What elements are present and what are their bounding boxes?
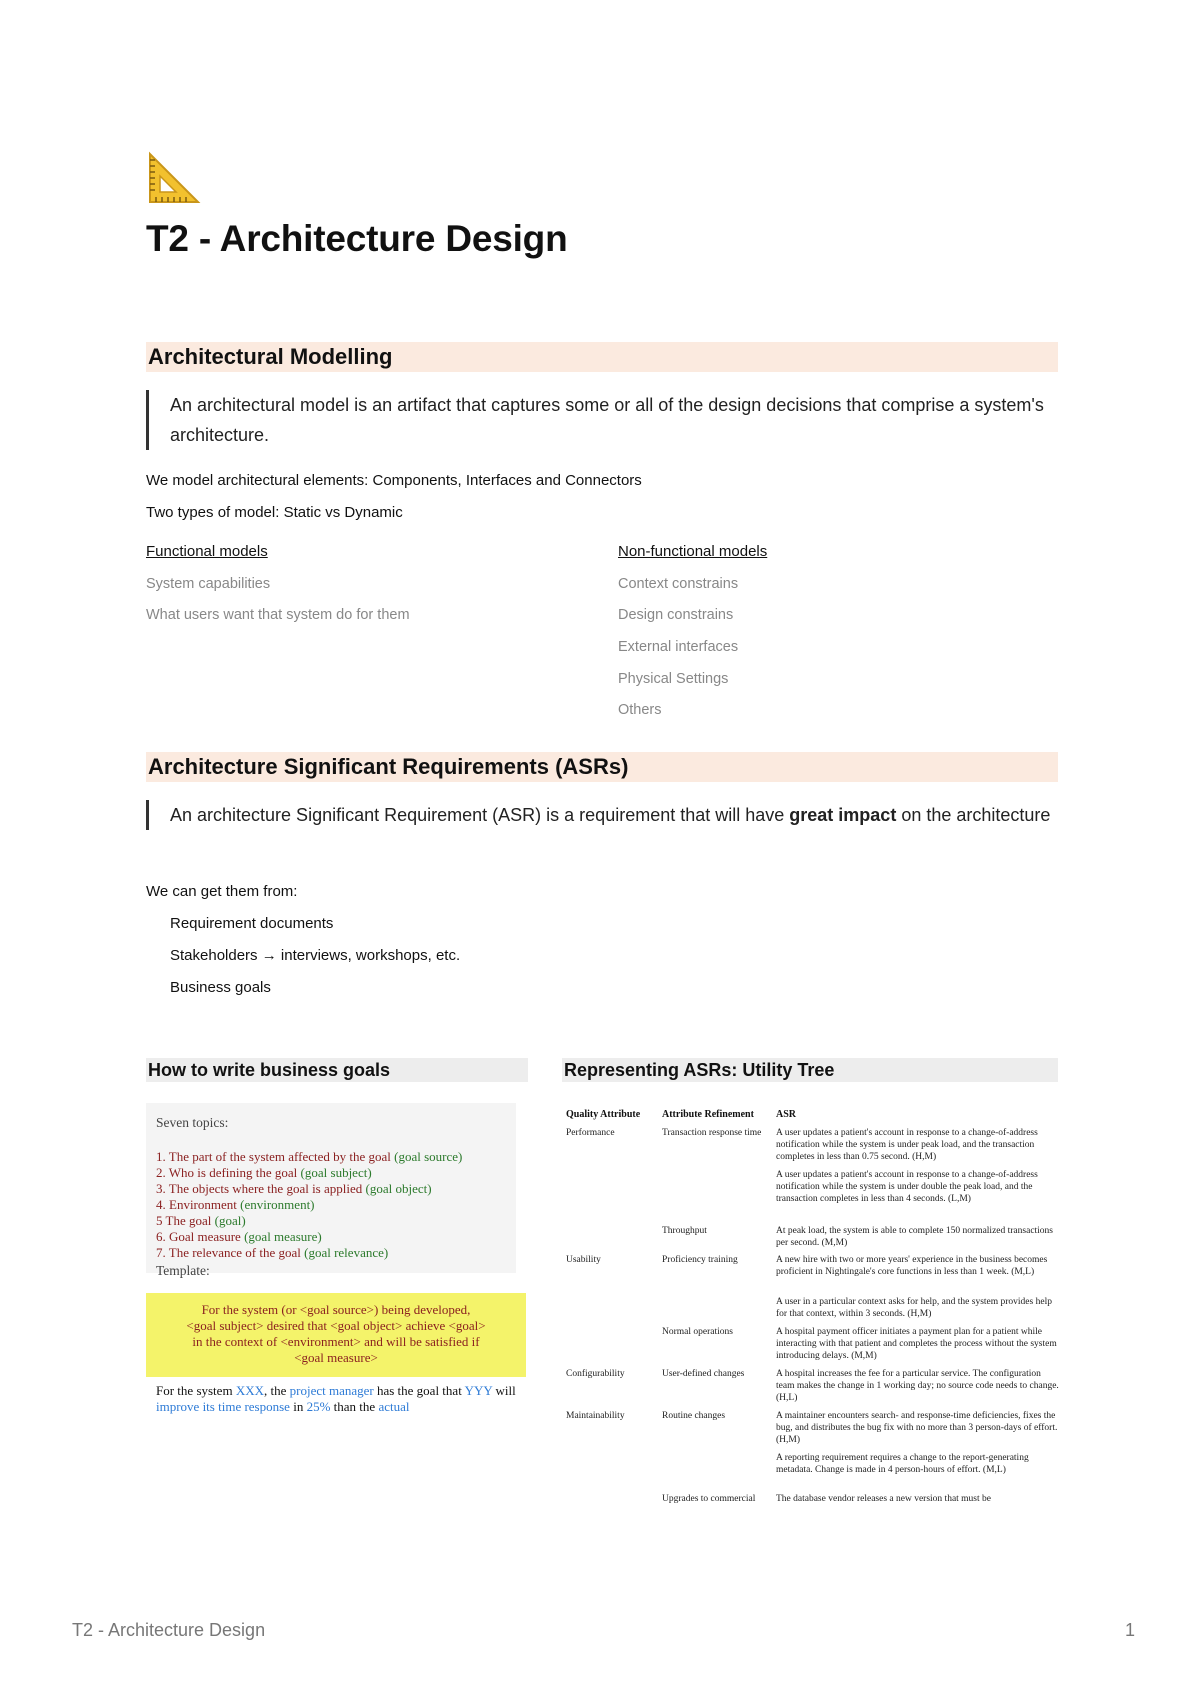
list-item: Business goals [170,979,271,996]
table-header: ASR [776,1109,797,1120]
list-item: Stakeholders → interviews, workshops, etc. [170,947,461,964]
table-header: Quality Attribute [566,1109,641,1120]
business-goals-heading: How to write business goals [146,1058,528,1082]
table-cell: Transaction response time [662,1128,762,1138]
table-cell: Upgrades to commercial [662,1494,756,1504]
section-heading-asrs: Architecture Significant Requirements (ASRs) [146,752,1058,782]
list-item: Context constrains [618,576,739,592]
topic-item: 4. Environment (environment) [156,1197,315,1212]
table-cell: Performance [566,1128,615,1138]
table-cell: Throughput [662,1226,707,1236]
definition-quote: An architecture Significant Requirement (ASR) is a requirement that will have great impact on the architecture [146,800,1058,830]
functional-models-heading: Functional models [146,543,268,560]
table-cell: Configurability [566,1369,625,1379]
template-label: Template: [156,1263,210,1278]
table-cell: A user in a particular context asks for help, and the system provides help for that context, within 3 seconds. (H,M) [776,1297,1052,1319]
table-cell: Maintainability [566,1411,625,1421]
topic-item: 2. Who is defining the goal (goal subject) [156,1165,372,1180]
table-cell: A user updates a patient's account in response to a change-of-address notification while the system is under peak load, and the transaction completes in less than 0.75 second. (H,M) [776,1128,1038,1162]
topic-item: 5 The goal (goal) [156,1213,246,1228]
topics-heading: Seven topics: [156,1115,229,1130]
page-title: T2 - Architecture Design [146,218,568,259]
definition-quote: An architectural model is an artifact that captures some or all of the design decisions that comprise a system's architecture. [146,390,1058,450]
table-cell: A maintainer encounters search- and response-time deficiencies, fixes the bug, and distributes the bug fix with no more than 3 person-days of effort. (H,M) [776,1411,1058,1445]
list-item: Requirement documents [170,915,334,932]
list-item: Design constrains [618,607,734,623]
business-goals-image [146,1103,526,1428]
list-item: What users want that system do for them [146,607,410,623]
non-functional-models-heading: Non-functional models [618,543,768,560]
list-item: Physical Settings [618,671,729,687]
table-cell: A new hire with two or more years' experience in the business becomes proficient in Nightingale's core functions in less than 1 week. (M,L) [776,1255,1048,1277]
triangular-ruler-icon [146,150,202,206]
text-line: We model architectural elements: Components, Interfaces and Connectors [146,472,642,489]
table-cell: Usability [566,1255,601,1265]
footer-title: T2 - Architecture Design [72,1620,266,1640]
page-number: 1 [1124,1620,1135,1640]
table-cell: A reporting requirement requires a change to the report-generating metadata. Change is made in 4 person-hours of effort. (M,L) [776,1453,1029,1475]
table-cell: A hospital increases the fee for a particular service. The configuration team makes the change in 1 working day; no source code needs to change. (H,L) [776,1369,1059,1403]
table-cell: Proficiency training [662,1255,738,1265]
template-example: For the system XXX, the project manager has the goal that YYY will improve its time response in 25% than the actual [156,1383,516,1414]
list-item: Others [618,702,662,718]
template-box: For the system (or <goal source>) being developed, <goal subject> desired that <goal object> achieve <goal> in the context of <environment> and will be satisfied if <goal measure> [146,1293,526,1377]
topic-item: 6. Goal measure (goal measure) [156,1229,322,1244]
section-heading-architectural-modelling: Architectural Modelling [146,342,1058,372]
table-cell: The database vendor releases a new version that must be [776,1494,991,1504]
utility-tree-table [566,1103,1066,1513]
table-cell: A hospital payment officer initiates a payment plan for a patient while interacting with that patient and completes the process without the system introducing delays. (M,M) [776,1327,1057,1361]
table-cell: A user updates a patient's account in response to a change-of-address notification while the system is under double the peak load, and the transaction completes in less than 4 seconds. (L,M) [776,1170,1038,1204]
table-header: Attribute Refinement [662,1109,754,1120]
topic-item: 3. The objects where the goal is applied (goal object) [156,1181,432,1196]
table-cell: At peak load, the system is able to complete 150 normalized transactions per second. (M,M) [776,1226,1054,1248]
list-item: External interfaces [618,639,739,655]
table-cell: User-defined changes [662,1369,745,1379]
text-line: Two types of model: Static vs Dynamic [146,504,403,521]
table-cell: Routine changes [662,1411,726,1421]
topic-item: 1. The part of the system affected by the goal (goal source) [156,1149,463,1164]
table-cell: Normal operations [662,1327,733,1337]
emphasis: great impact [789,805,897,825]
list-item: System capabilities [146,576,271,592]
text-line: We can get them from: [146,883,298,900]
topic-item: 7. The relevance of the goal (goal relevance) [156,1245,389,1260]
utility-tree-heading: Representing ASRs: Utility Tree [562,1058,1058,1082]
